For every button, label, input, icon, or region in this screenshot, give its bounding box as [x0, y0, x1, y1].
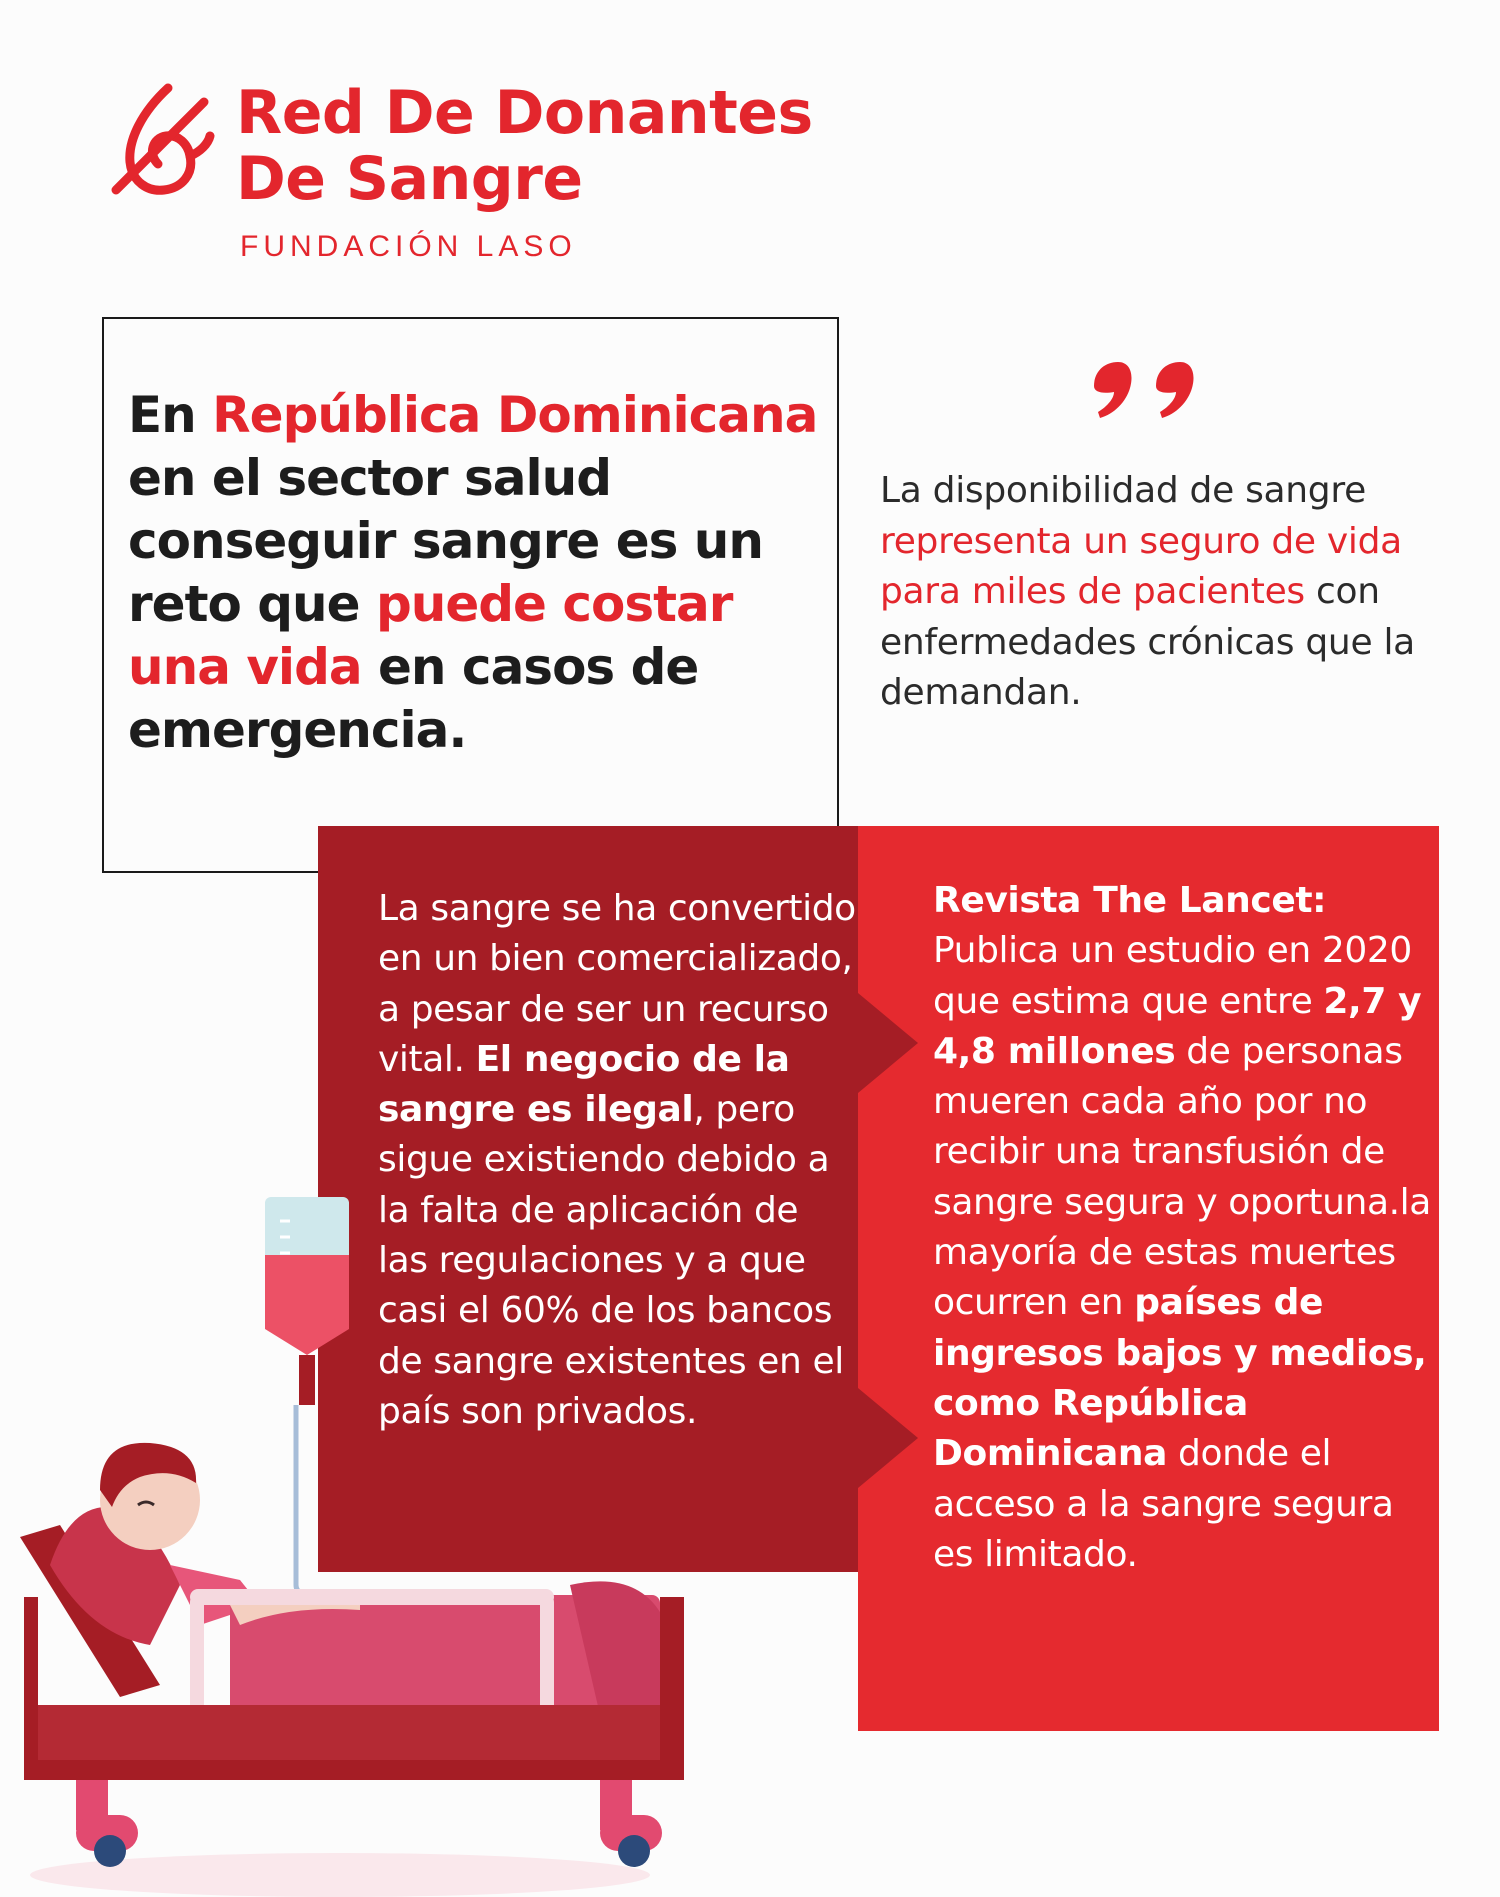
headline-part-3: en casos de emergencia. [128, 638, 699, 759]
lancet-study-part-2: de personas mueren cada año por no recibir una transfusión de sangre segura y oportuna.la mayoría de estas muertes ocurren en [933, 1030, 1431, 1324]
headline-part-2: en el sector salud conseguir sangre es un reto que [128, 449, 763, 633]
patient-in-hospital-bed-illustration [0, 1185, 720, 1897]
blood-business-part-2: , pero sigue existiendo debido a la falta de aplicación de las regulaciones y a que casi el 60% de los bancos de sangre existentes en el país son privados. [378, 1089, 844, 1432]
quote-part-1: La disponibilidad de sangre [880, 470, 1366, 511]
panel-arrow-icon [858, 1388, 918, 1488]
quote-part-2: con enfermedades crónicas que la demandan. [880, 571, 1415, 713]
lancet-study-countries: países de ingresos bajos y medios, como República Dominicana [933, 1282, 1427, 1475]
brand-name-line1: Red De Donantes [236, 78, 813, 148]
panel-arrow-icon [858, 993, 918, 1093]
closing-quote-icon [1090, 352, 1210, 422]
headline-text [128, 384, 848, 762]
blood-business-highlight: El negocio de la sangre es ilegal [378, 1038, 790, 1131]
brand-subtitle: FUNDACIÓN LASO [240, 230, 577, 263]
headline-part-1: En [128, 386, 213, 444]
headline-highlight-risk: puede costar una vida [128, 575, 733, 696]
lancet-study-part-1: Publica un estudio en 2020 que estima que entre [933, 930, 1412, 1022]
quote-highlight: representa un seguro de vida para miles de pacientes [880, 520, 1402, 612]
lancet-study-source: Revista The Lancet: [933, 880, 1327, 921]
lancet-study-text [933, 876, 1433, 1580]
lancet-study-figure: 2,7 y 4,8 millones [933, 980, 1422, 1072]
lancet-study-part-3: donde el acceso a la sangre segura es limitado. [933, 1433, 1394, 1575]
blood-drop-logo-icon [108, 82, 218, 197]
quote-text [880, 466, 1480, 719]
blood-business-part-1: La sangre se ha convertido en un bien comercializado, a pesar de ser un recurso vital. [378, 888, 856, 1080]
headline-highlight-country: República Dominicana [212, 386, 818, 444]
brand-name-line2: De Sangre [236, 144, 583, 214]
